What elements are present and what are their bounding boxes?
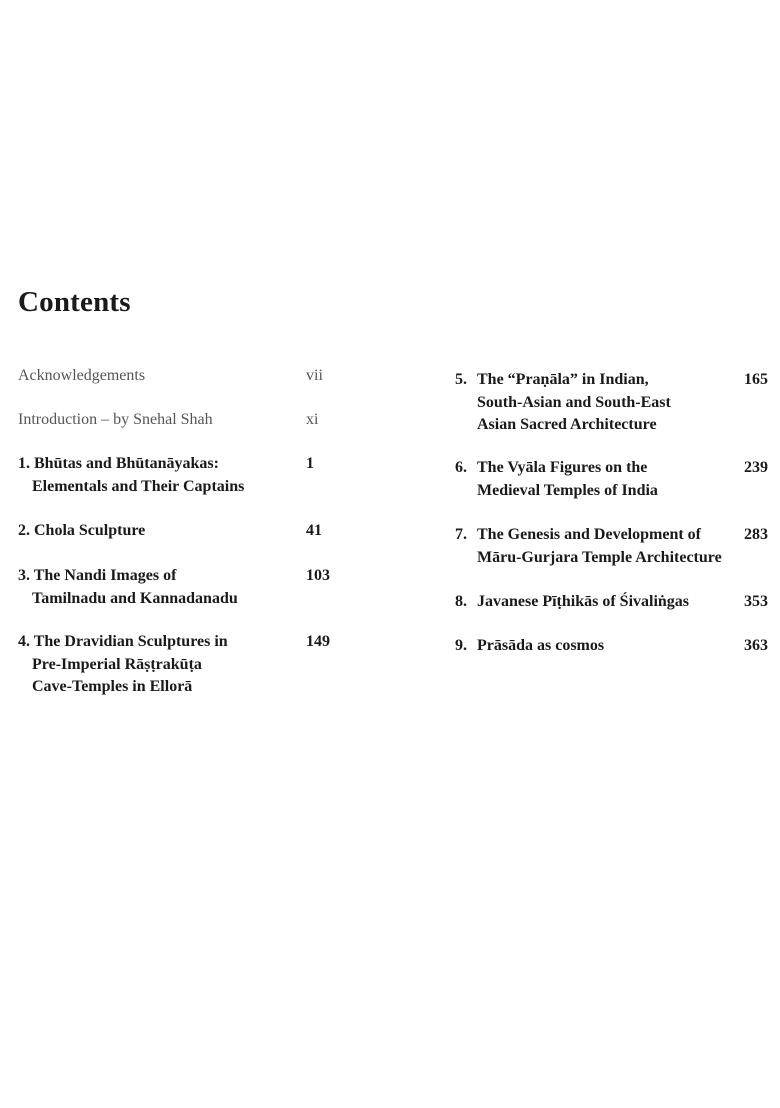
entry-title-line: Elementals and Their Captains <box>32 477 245 495</box>
entry-title-line: Medieval Temples of India <box>477 481 658 499</box>
chapter-number: 4. <box>18 633 30 650</box>
entry-page: 165 <box>744 371 768 388</box>
entry-page: 363 <box>744 637 768 654</box>
entry-title-line: Asian Sacred Architecture <box>477 416 657 433</box>
entry-title <box>18 520 145 543</box>
chapter-number: 6. <box>455 459 467 476</box>
entry-title-line: Bhūtas and Bhūtanāyakas: <box>34 455 219 472</box>
entry-page: 1 <box>306 455 314 472</box>
chapter-number: 1. <box>18 455 30 472</box>
entry-page: 149 <box>306 633 330 650</box>
entry-title-line: Javanese Pīṭhikās of Śivaliṅgas <box>477 593 690 610</box>
entry-title-line: Pre-Imperial Rāṣṭrakūṭa <box>32 655 202 673</box>
entry-title-line: Prāsāda as cosmos <box>477 637 605 654</box>
entry-page: 239 <box>744 459 768 476</box>
entry-title-line: The Genesis and Development of <box>477 526 701 543</box>
entry-title <box>477 591 689 614</box>
entry-page: 353 <box>744 593 768 610</box>
entry-page: xi <box>306 411 319 428</box>
entry-title <box>477 457 658 502</box>
entry-page: 283 <box>744 526 768 543</box>
entry-page: 103 <box>306 567 330 584</box>
entry-title-line: The Nandi Images of <box>33 567 177 584</box>
page-title: Contents <box>18 286 131 318</box>
chapter-number: 3. <box>18 567 30 584</box>
entry-title <box>18 631 228 699</box>
entry-page: 41 <box>306 522 322 539</box>
entry-title <box>477 524 722 569</box>
entry-title-line: Tamilnadu and Kannadanadu <box>32 589 238 607</box>
chapter-number: 8. <box>455 593 467 610</box>
chapter-number: 9. <box>455 637 467 654</box>
entry-title-line: The Vyāla Figures on the <box>477 459 648 476</box>
entry-title-line: South-Asian and South-East <box>477 393 671 411</box>
entry-title <box>477 635 604 658</box>
entry-title: Introduction – by Snehal Shah <box>18 411 213 428</box>
entry-title: Acknowledgements <box>18 367 146 384</box>
entry-title <box>18 565 238 610</box>
entry-title-line: The “Praṇāla” in Indian, <box>477 371 649 388</box>
chapter-number: 2. <box>18 522 30 539</box>
entry-title <box>477 369 671 437</box>
chapter-number: 7. <box>455 526 467 543</box>
entry-title-line: The Dravidian Sculptures in <box>33 633 228 650</box>
entry-title-line: Māru-Gurjara Temple Architecture <box>477 548 722 566</box>
entry-title-line: Cave-Temples in Ellorā <box>32 678 193 695</box>
entry-page: vii <box>306 367 323 384</box>
entry-title-line: Chola Sculpture <box>34 522 146 539</box>
entry-title <box>18 453 244 498</box>
chapter-number: 5. <box>455 371 467 388</box>
